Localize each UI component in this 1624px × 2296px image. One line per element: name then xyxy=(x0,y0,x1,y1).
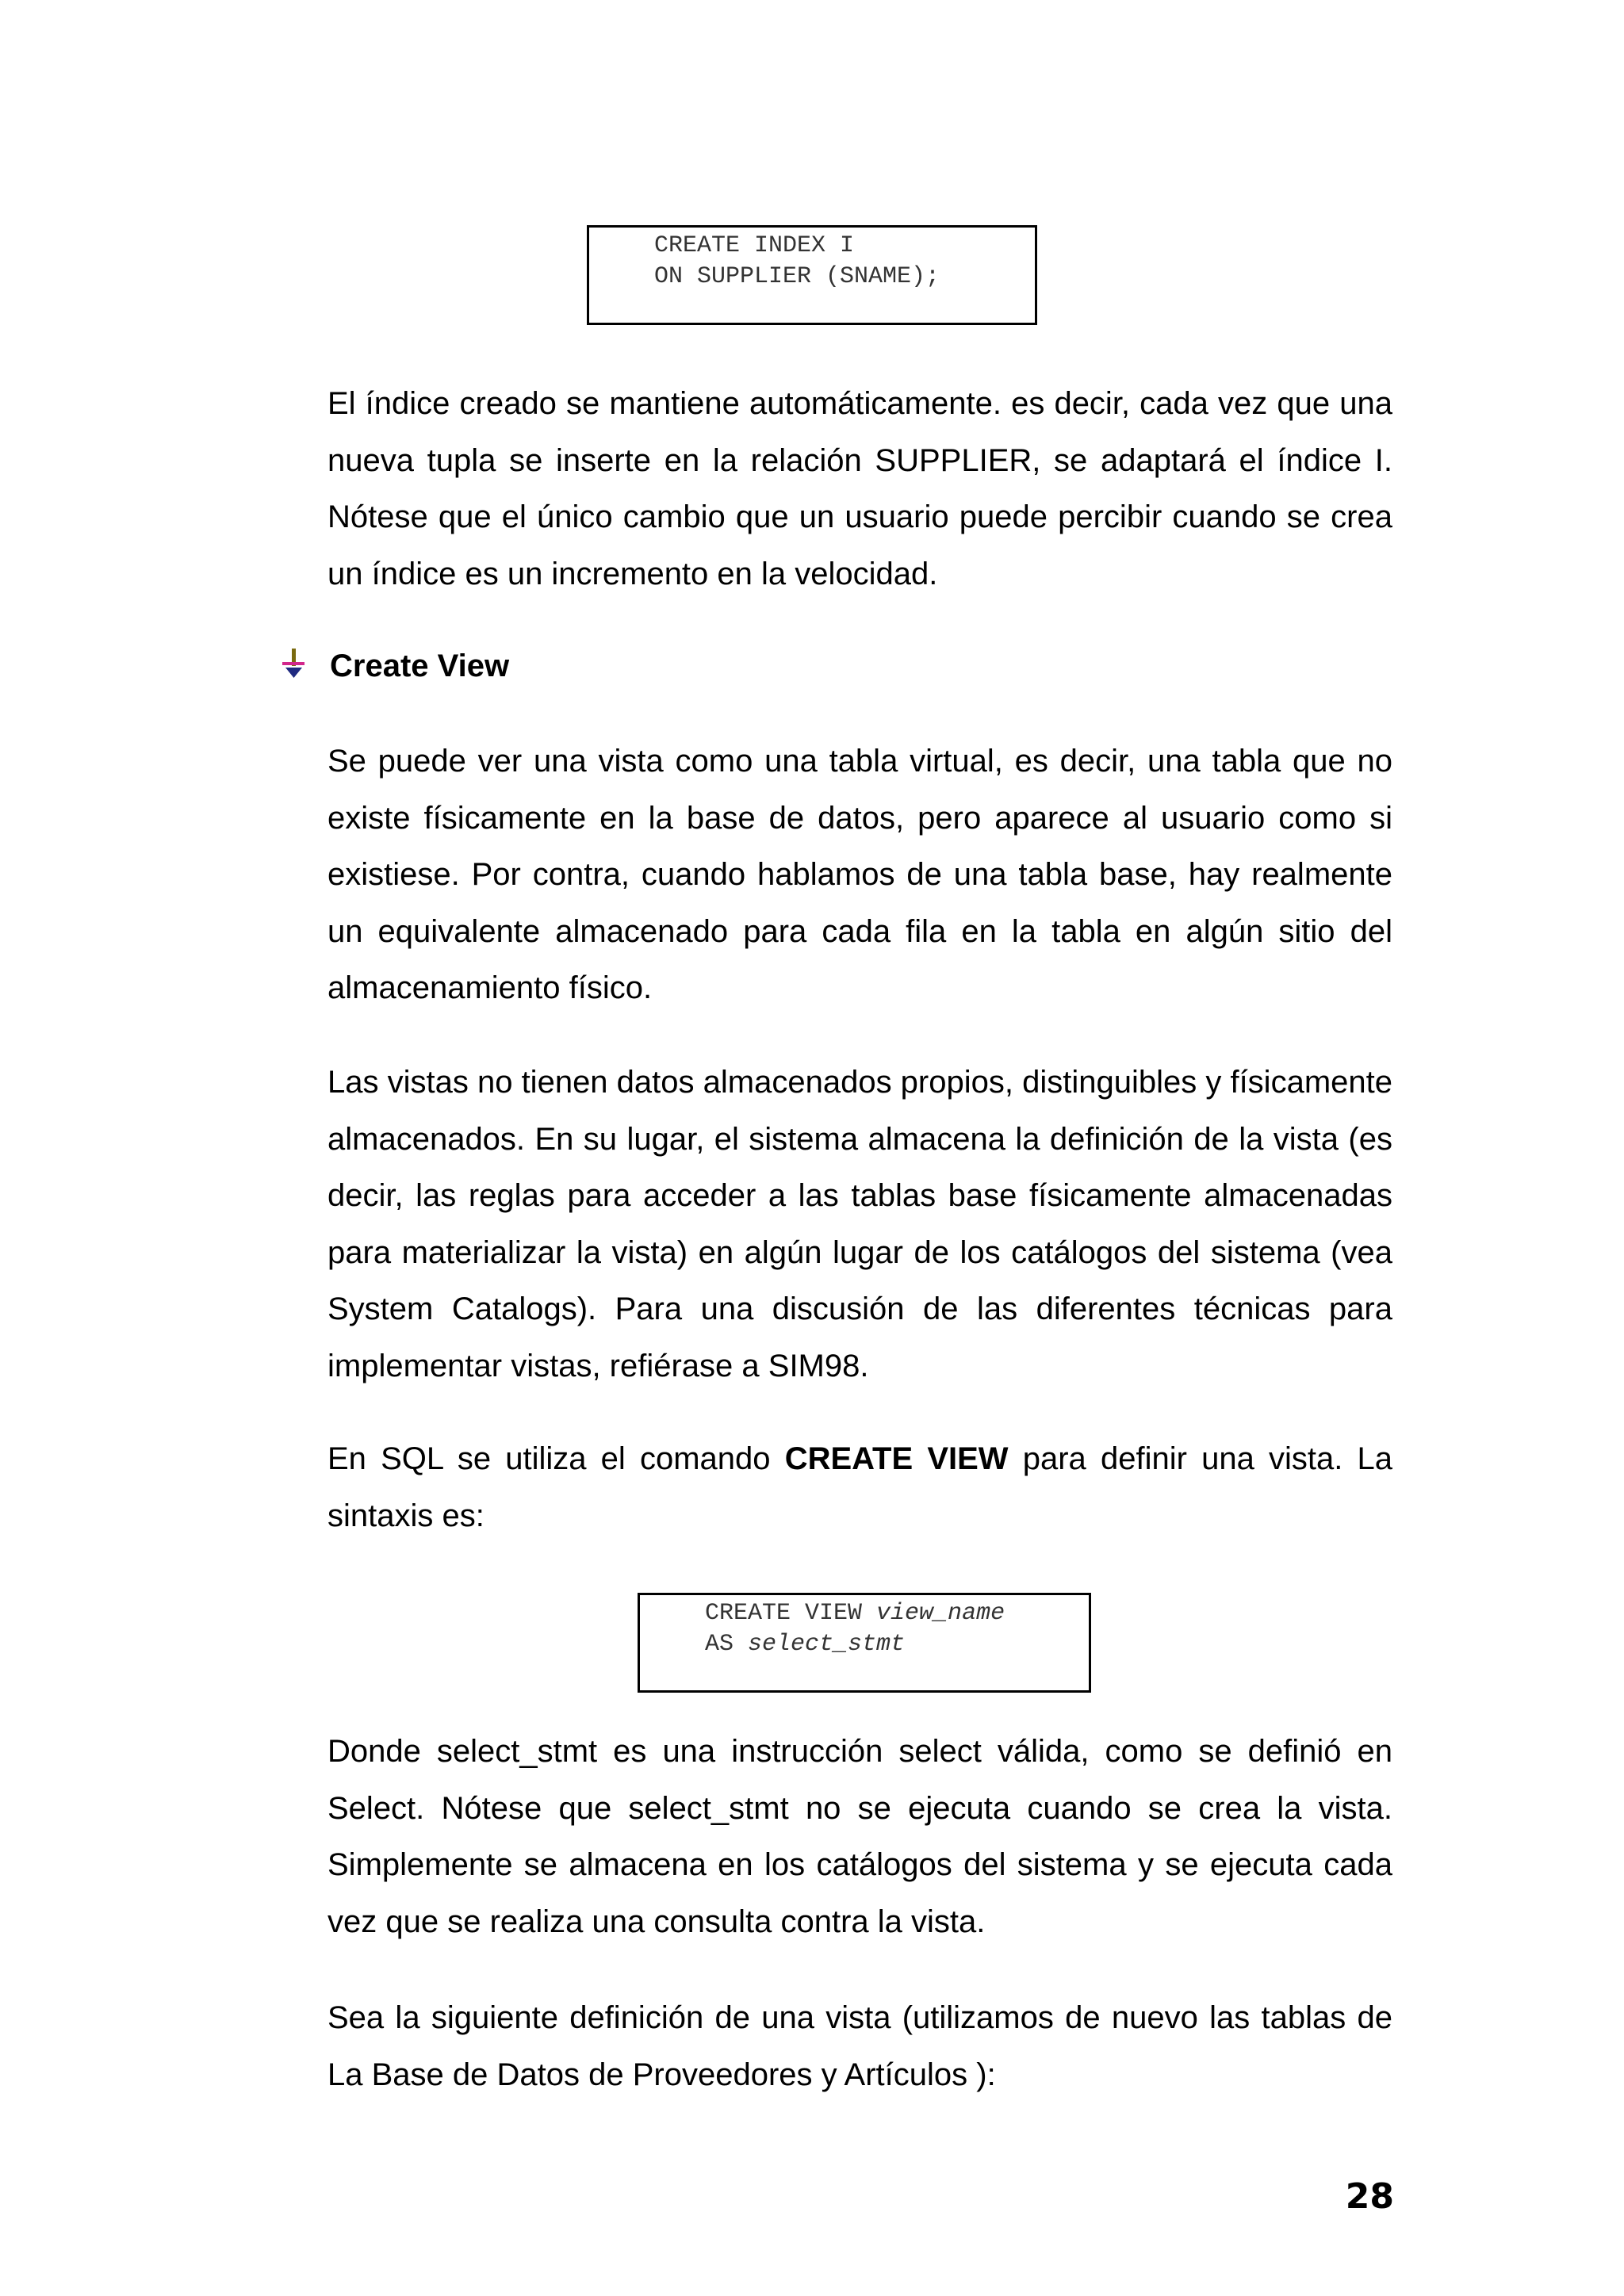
code-block-create-view xyxy=(638,1593,1091,1693)
code-lines xyxy=(654,231,940,293)
page-number: 28 xyxy=(1345,2176,1394,2217)
keyword-create-view: CREATE VIEW xyxy=(784,1441,1009,1476)
code-param: select_stmt xyxy=(748,1631,906,1658)
paragraph-select-stmt: Donde select_stmt es una instrucción select válida, como se definió en Select. Nótese que select_stmt no se ejecuta cuando se crea la vista. Simplemente se almacena en los catálogos del sistema y se ejecuta cada vez que se realiza una consulta contra la vista. xyxy=(327,1734,1392,1939)
paragraph-view-storage: Las vistas no tienen datos almacenados propios, distinguibles y físicamente almacenados. En su lugar, el sistema almacena la definición de la vista (es decir, las reglas para acceder a las tablas base físicamente almacenadas para materializar la vista) en algún lugar de los catálogos del sistema (vea System Catalogs). Para una discusión de las diferentes técnicas para implementar vistas, refiérase a SIM98. xyxy=(327,1065,1392,1383)
code-block-create-index xyxy=(587,225,1037,325)
paragraph-view-example-intro: Sea la siguiente definición de una vista (utilizamos de nuevo las tablas de La Base de Datos de Proveedores y Artículos ): xyxy=(327,2000,1392,2092)
paragraph-create-view-syntax xyxy=(327,1431,1392,1544)
code-line: ON SUPPLIER (SNAME); xyxy=(654,263,940,290)
plus-arrow-bullet-icon xyxy=(282,649,304,679)
section-heading-create-view: Create View xyxy=(330,649,510,683)
code-line: CREATE INDEX I xyxy=(654,232,855,259)
text-run: En SQL se utiliza el comando xyxy=(327,1441,785,1476)
text-run: para definir una vista. La sintaxis es: xyxy=(327,1441,1393,1533)
code-lines xyxy=(705,1598,1005,1660)
code-keyword: AS xyxy=(705,1631,749,1658)
code-param: view_name xyxy=(876,1600,1005,1627)
paragraph-index-maintenance: El índice creado se mantiene automáticamente. es decir, cada vez que una nueva tupla se inserte en la relación SUPPLIER, se adaptará el índice I. Nótese que el único cambio que un usuario puede percibir cuando se crea un índice es un incremento en la velocidad. xyxy=(327,386,1392,591)
paragraph-view-definition: Se puede ver una vista como una tabla virtual, es decir, una tabla que no existe físicamente en la base de datos, pero aparece al usuario como si existiese. Por contra, cuando hablamos de una tabla base, hay realmente un equivalente almacenado para cada fila en la tabla en algún sitio del almacenamiento físico. xyxy=(327,744,1392,1005)
code-keyword: CREATE VIEW xyxy=(705,1600,877,1627)
